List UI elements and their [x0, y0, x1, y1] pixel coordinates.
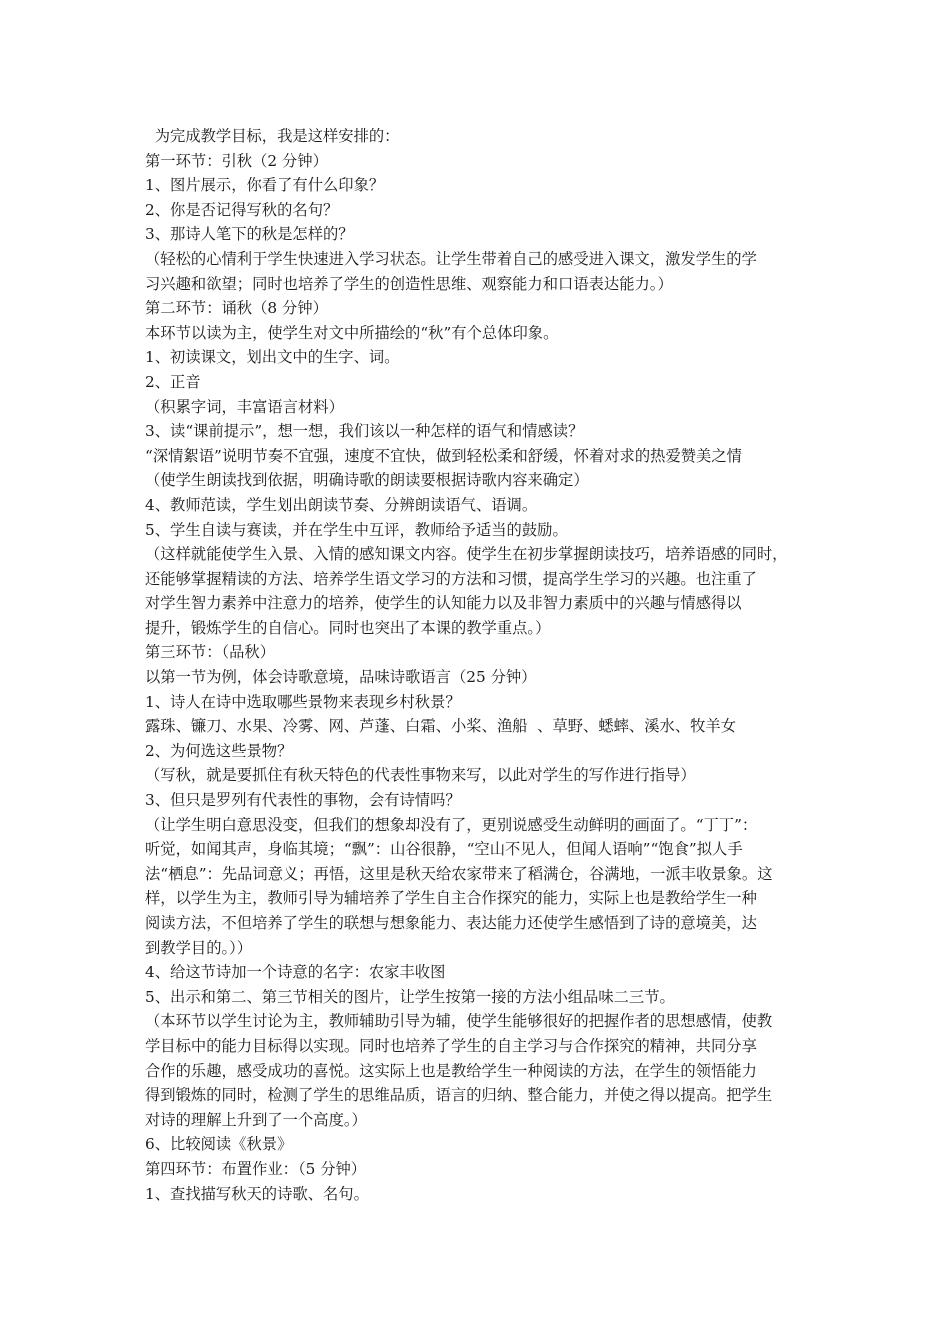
text-line: 以第一节为例，体会诗歌意境，品味诗歌语言（25 分钟） [145, 668, 537, 687]
text-line: 学目标中的能力目标得以实现。同时也培养了学生的自主学习与合作探究的精神，共同分享 [145, 1036, 757, 1055]
text-line: （积累字词，丰富语言材料） [145, 397, 344, 416]
text-line: （这样就能使学生入景、入情的感知课文内容。使学生在初步掌握朗读技巧，培养语感的同时， [145, 545, 788, 564]
document-body [145, 124, 810, 1206]
text-line: （本环节以学生讨论为主，教师辅助引导为辅，使学生能够很好的把握作者的思想感情，使教 [145, 1012, 773, 1031]
text-line: 4、给这节诗加一个诗意的名字：农家丰收图 [145, 963, 446, 982]
text-line: “深情絮语”说明节奏不宜强，速度不宜快，做到轻松柔和舒缓，怀着对求的热爱赞美之情 [145, 446, 742, 465]
text-line: （使学生朗读找到依据，明确诗歌的朗读要根据诗歌内容来确定） [145, 471, 589, 490]
text-line: 2、你是否记得写秋的名句？ [145, 200, 339, 219]
text-line: 阅读方法，不但培养了学生的联想与想象能力、表达能力还使学生感悟到了诗的意境美，达 [145, 914, 757, 932]
text-line: 5、学生自读与赛读，并在学生中互评，教师给予适当的鼓励。 [145, 520, 568, 539]
section-heading: 第四环节：布置作业：（5 分钟） [145, 1159, 367, 1178]
text-line: 1、图片展示，你看了有什么印象？ [145, 176, 385, 195]
text-line: 1、诗人在诗中选取哪些景物来表现乡村秋景？ [145, 692, 461, 711]
text-line: 习兴趣和欲望；同时也培养了学生的创造性思维、观察能力和口语表达能力。） [145, 274, 673, 293]
text-line: （让学生明白意思没变，但我们的想象却没有了，更别说感受生动鲜明的画面了。“丁丁”： [145, 815, 758, 834]
text-line: 2、为何选这些景物？ [145, 741, 293, 760]
text-line: 为完成教学目标，我是这样安排的： [145, 127, 400, 145]
text-line: 法“栖息”：先品词意义；再悟，这里是秋天给农家带来了稻满仓，谷满地，一派丰收景象。这 [145, 864, 773, 883]
text-line: 提升，锻炼学生的自信心。同时也突出了本课的教学重点。） [145, 618, 551, 637]
text-line: （轻松的心情利于学生快速进入学习状态。让学生带着自己的感受进入课文，激发学生的学 [145, 249, 757, 268]
section-heading: 第一环节：引秋（2 分钟） [145, 151, 328, 170]
text-line: 听觉，如闻其声，身临其境；“飘”：山谷很静，“空山不见人，但闻人语响”“饱食”拟人手 [145, 840, 743, 859]
text-line: 2、正音 [145, 372, 201, 391]
text-line: 合作的乐趣，感受成功的喜悦。这实际上也是教给学生一种阅读的方法，在学生的领悟能力 [145, 1061, 757, 1080]
text-line: 4、教师范读，学生划出朗读节奏、分辨朗读语气、语调。 [145, 495, 538, 514]
text-line: 3、那诗人笔下的秋是怎样的？ [145, 225, 354, 244]
section-heading: 第三环节：（品秋） [145, 643, 276, 662]
text-line: 样，以学生为主，教师引导为辅培养了学生自主合作探究的能力，实际上也是教给学生一种 [145, 889, 757, 908]
text-line: 3、读“课前提示”，想一想，我们该以一种怎样的语气和情感读？ [145, 422, 584, 441]
text-line: 到教学目的。）） [145, 938, 253, 957]
text-line: 1、初读课文，划出文中的生字、词。 [145, 348, 400, 367]
text-line: 对学生智力素养中注意力的培养，使学生的认知能力以及非智力素质中的兴趣与情感得以 [145, 594, 742, 613]
text-line: 6、比较阅读《秋景》 [145, 1135, 293, 1154]
text-line: 露珠、镰刀、水果、冷雾、网、芦蓬、白霜、小桨、渔船 、草野、蟋蟀、溪水、牧羊女 [145, 717, 737, 736]
text-line: 对诗的理解上升到了一个高度。） [145, 1110, 367, 1129]
text-line: 3、但只是罗列有代表性的事物，会有诗情吗？ [145, 791, 461, 810]
text-line: 1、查找描写秋天的诗歌、名句。 [145, 1184, 369, 1203]
text-line: 本环节以读为主，使学生对文中所描绘的“秋”有个总体印象。 [145, 323, 559, 342]
section-heading: 第二环节：诵秋（8 分钟） [145, 299, 328, 318]
text-line: 得到锻炼的同时，检测了学生的思维品质，语言的归纳、整合能力，并使之得以提高。把学生 [145, 1086, 773, 1105]
text-line: （写秋，就是要抓住有秋天特色的代表性事物来写，以此对学生的写作进行指导） [145, 766, 696, 785]
text-line: 5、出示和第二、第三节相关的图片，让学生按第一接的方法小组品味二三节。 [145, 987, 675, 1006]
text-line: 还能够掌握精读的方法、培养学生语文学习的方法和习惯，提高学生学习的兴趣。也注重了 [145, 569, 757, 588]
